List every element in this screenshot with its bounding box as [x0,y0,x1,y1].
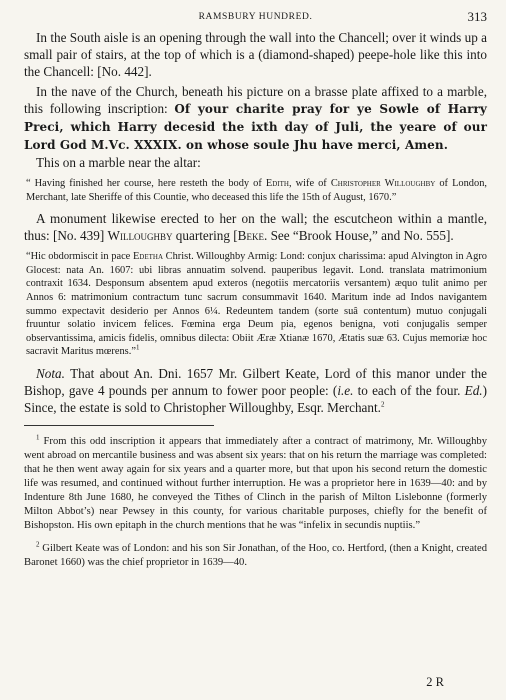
name-willoughby: Willoughby [107,228,173,244]
paragraph-nota [24,365,487,416]
quote-edith [24,177,487,204]
name-beke: Beke [237,228,264,244]
nave-intro: In the nave of the Church, beneath his picture on a brasse plate affixed to a marble, this following inscription: [24,84,487,116]
quote-edith-mid: , wife of [288,178,331,189]
footnote-2-text: Gilbert Keate was of London: and his son Sir Jonathan, of the Hoo, co. Hertford, (then a Knight, created Baronet 1660) was the chief proprietor in 1639—40. [24,542,487,568]
footnote-2 [24,542,487,570]
name-edith: Edith [265,178,289,189]
nota-ed: Ed. [464,382,483,398]
footnote-ref-2: 2 [380,400,385,409]
paragraph-marble-altar: This on a marble near the altar: [36,155,201,170]
footnote-ref-1: 1 [135,343,140,352]
running-title: RAMSBURY HUNDRED. [198,12,313,22]
quote-edith-rest: of London, Merchant, late Sheriffe of this Countie, who deceased this life the 15th of August, 1670.” [26,178,487,203]
signature-mark: 2 R [426,675,444,689]
monument-text-c: . See “Brook House,” and No. 555]. [263,228,454,244]
monument-text-b: quartering [ [172,228,238,244]
nota-label: Nota. [36,365,65,381]
nota-ie: i.e. [337,382,354,398]
monument-text-a: A monument likewise erected to her on the wall; the escutcheon within a mantle, thus: [No. 439] [24,211,487,244]
blackletter-inscription: Of your charite pray for ye Sowle of Harry Preci, which Harry decesid the ixth day of Juli, the yeare of our Lord God M.Vc. XXXIX. on whose soule Jhu have merci, Amen. [24,102,487,152]
name-christopher: Christopher Willoughby [330,178,436,189]
quote-edith-open: “ Having finished her course, here resteth the body of [26,178,266,189]
latin-epitaph [24,250,487,359]
latin-epitaph-a: “Hic obdormiscit in pace [26,251,133,263]
footnote-2-mark: 2 [36,540,40,549]
nota-text-b: to each of the four. [353,382,465,398]
nota-text-c: ) Since, the estate is sold to Christopher Willoughby, Esqr. Merchant. [24,382,487,415]
paragraph-nave-inscription [24,83,487,154]
footnote-1-text: From this odd inscription it appears that immediately after a contract of matrimony, Mr. Willoughby went abroad on mercantile business and was absent six years: that on his return the marriage was completed: that he then went away again for six years and a quarter more, but that upon his second return the domestic life was resumed, and continued without further interruption. He was a proprietor here in 1639—40: and by Indenture 8th June 1680, he conveyed the Tithes of Clinch in the parish of Milton Lislebonne (formerly Milton Abbot’s) near Pewsey in this county, for various charitable purposes, chiefly for the benefit of Bishopston. His own epitaph in the church mentions that he was “infelix in secundis nuptiis.” [24,435,487,531]
page-number: 313 [467,9,487,24]
paragraph-south-aisle: In the South aisle is an opening through the wall into the Chancell; over it winds up a small pair of stairs, at the top of which is a (diamond-shaped) peepe-hole like this into the Chancell: [No. 442]. [24,30,487,79]
running-header [24,8,487,26]
footnote-1 [24,435,487,533]
nota-text-a: That about An. Dni. 1657 Mr. Gilbert Keate, Lord of this manor under the Bishop, gave 4 pounds per annum to fower poor people: ( [24,365,487,398]
latin-epitaph-b: Christ. Willoughby Armig: Lond: conjux charissima: apud Alvington in Agro Glocest: nata An. 1607: ubi libras annuatim solvend. pauperibus legavit. Lond. translata matrimonium contraxit 1634. Desponsum absentem apud exteros (negotiis mercatoriis versantem) æquo tulit animo per Annos 6: matrimonium contractum tunc sacrum consummavit 1640. Maritum inde ad Indos navigantem summo expectavit desiderio per Annos 6¼. Redeuntem tandem (sorte suâ contentum) mutuo conjugali fruuntur solatio invicem felices. Fœmina erga Deum pia, egenos benigna, voti conjugalis semper observantissima, amicis fidelis, omnibus dilecta: Obiit Æræ Xtianæ 1670, Ætatis suæ 63. Cujus memoriæ hoc sacravit Maritus mœrens.” [26,251,487,358]
paragraph-monument [24,210,487,244]
name-edetha: Edetha [132,251,164,263]
footnote-1-mark: 1 [36,433,40,442]
